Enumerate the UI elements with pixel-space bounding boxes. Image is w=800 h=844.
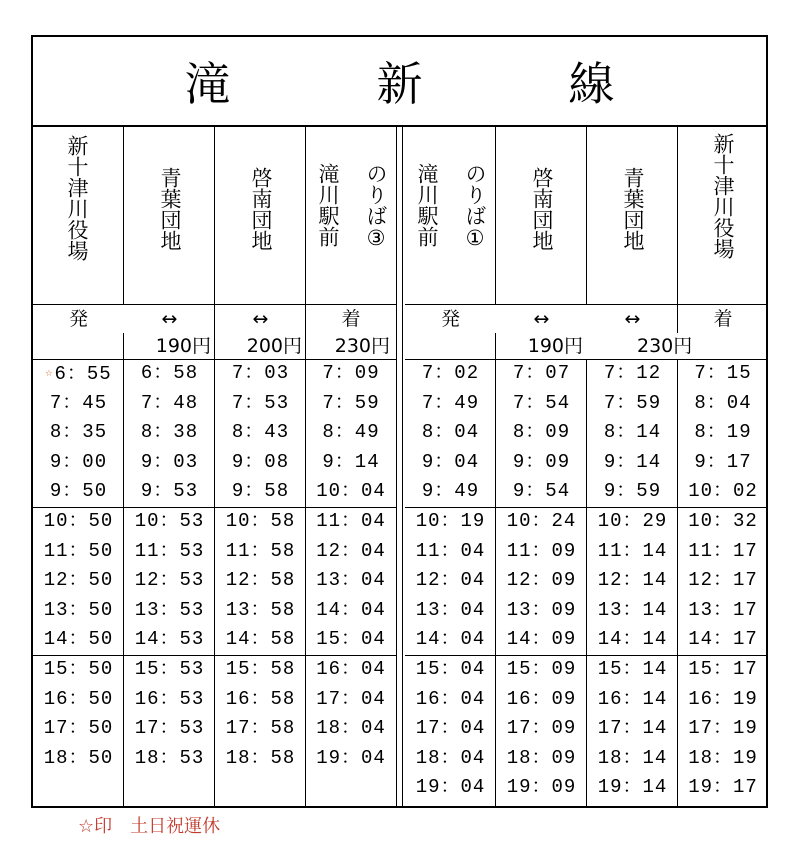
time-cell: 10：50 — [43, 509, 114, 532]
time-cell: 7：59 — [603, 391, 662, 414]
time-cell: 12：17 — [688, 569, 758, 592]
time-cell: 11：50 — [43, 539, 114, 562]
right-col-3 — [587, 127, 678, 808]
time-cell: 14：04 — [316, 598, 386, 621]
time-cell: 14：50 — [43, 628, 114, 651]
time-cell: 18：58 — [225, 746, 296, 769]
time-cell: 11：04 — [316, 509, 386, 532]
time-cell: 11：17 — [688, 539, 758, 562]
time-cell: 17：09 — [506, 717, 577, 740]
time-cell: 15：04 — [316, 628, 386, 651]
time-cell: 13：53 — [134, 598, 205, 621]
left-header-4: 滝川駅前 — [316, 163, 340, 247]
time-cell: 10：04 — [316, 480, 386, 503]
right-header-1: 滝川駅前 — [415, 163, 439, 247]
left-times-4 — [306, 359, 396, 773]
right-col-4 — [678, 127, 768, 808]
time-cell: 9：04 — [421, 450, 480, 473]
time-cell: 11：53 — [134, 539, 205, 562]
right-times-1 — [405, 359, 496, 803]
right-times-3 — [587, 359, 678, 803]
left-fare-2: 200円 — [246, 335, 302, 357]
time-cell: 16：14 — [597, 687, 668, 710]
time-cell: 9：09 — [512, 450, 571, 473]
time-cell: 7：59 — [322, 391, 380, 414]
left-sub-1: 発 — [68, 308, 88, 330]
right-times-4 — [678, 359, 768, 803]
time-cell: 10：19 — [415, 509, 486, 532]
time-cell: 12：04 — [415, 569, 486, 592]
time-cell: 16：04 — [415, 687, 486, 710]
time-cell: 9：58 — [231, 480, 290, 503]
footnote: ☆印 土日祝運休 — [78, 816, 221, 837]
time-cell: 7：15 — [694, 362, 752, 384]
time-cell: 19：14 — [597, 776, 668, 799]
timetable-frame — [31, 35, 768, 808]
right-col-2 — [496, 127, 587, 808]
time-cell: 12：04 — [316, 539, 386, 562]
time-cell: 17：04 — [316, 687, 386, 710]
time-cell: 15：04 — [415, 657, 486, 680]
right-times-2 — [496, 359, 587, 803]
left-fare-3: 230円 — [334, 335, 390, 357]
time-cell: 8：35 — [49, 421, 108, 444]
time-cell: 18：09 — [506, 746, 577, 769]
time-cell: 8：38 — [140, 421, 199, 444]
right-table — [405, 127, 768, 808]
time-cell: 10：24 — [506, 509, 577, 532]
time-cell: 12：53 — [134, 569, 205, 592]
time-cell: 17：19 — [688, 717, 758, 740]
right-col-1 — [405, 127, 496, 808]
time-cell: 17：50 — [43, 717, 114, 740]
time-cell: 8：04 — [421, 421, 480, 444]
time-cell: 17：53 — [134, 717, 205, 740]
time-cell: 8：43 — [231, 421, 290, 444]
time-cell: 15：53 — [134, 657, 205, 680]
time-cell: 14：58 — [225, 628, 296, 651]
left-header-3: 啓南団地 — [249, 167, 273, 251]
time-cell: 17：14 — [597, 717, 668, 740]
time-cell: 12：50 — [43, 569, 114, 592]
time-cell: 9：08 — [231, 450, 290, 473]
time-cell: 12：14 — [597, 569, 668, 592]
time-cell: 14：09 — [506, 628, 577, 651]
time-cell: 11：09 — [506, 539, 577, 562]
time-cell: 19：04 — [316, 746, 386, 769]
time-cell: 18：04 — [316, 717, 386, 740]
time-cell: 16：09 — [506, 687, 577, 710]
right-platform: のりば① — [463, 163, 487, 250]
right-header-4: 新十津川役場 — [711, 133, 735, 259]
time-cell: 16：53 — [134, 687, 205, 710]
time-cell: 8：49 — [322, 421, 380, 444]
right-sub-3: ↔ — [624, 308, 641, 330]
time-cell: 16：04 — [316, 657, 386, 680]
time-cell: 9：50 — [49, 480, 108, 503]
time-cell: 13：14 — [597, 598, 668, 621]
right-sub-1: 発 — [440, 308, 460, 330]
time-cell: 15：09 — [506, 657, 577, 680]
left-col-1 — [33, 127, 124, 808]
time-cell: 13：17 — [688, 598, 758, 621]
time-cell: 15：17 — [688, 657, 758, 680]
time-cell: 18：04 — [415, 746, 486, 769]
time-cell: 7：03 — [231, 362, 290, 384]
time-cell: 13：04 — [316, 569, 386, 592]
time-cell: 13：58 — [225, 598, 296, 621]
left-times-3 — [215, 359, 306, 773]
time-cell: 11：04 — [415, 539, 486, 562]
time-cell: 8：19 — [694, 421, 752, 444]
time-cell: 8：14 — [603, 421, 662, 444]
time-cell: 12：58 — [225, 569, 296, 592]
time-cell: 7：12 — [603, 362, 662, 384]
time-cell: 12：09 — [506, 569, 577, 592]
time-cell: 10：02 — [688, 480, 758, 503]
time-cell: 9：59 — [603, 480, 662, 503]
time-cell: 9：14 — [322, 450, 380, 473]
time-cell: 10：29 — [597, 509, 668, 532]
time-cell: ☆6：55 — [45, 362, 112, 385]
left-sub-4: 着 — [341, 308, 361, 330]
time-cell: 9：14 — [603, 450, 662, 473]
time-cell: 9：54 — [512, 480, 571, 503]
left-col-4 — [306, 127, 396, 808]
time-cell: 13：09 — [506, 598, 577, 621]
time-cell: 7：09 — [322, 362, 380, 384]
time-cell: 16：50 — [43, 687, 114, 710]
right-fare-2: 230円 — [637, 335, 693, 357]
time-cell: 13：50 — [43, 598, 114, 621]
left-times-1 — [33, 359, 124, 773]
time-cell: 7：02 — [421, 362, 480, 384]
time-cell: 10：32 — [688, 509, 758, 532]
time-cell: 15：14 — [597, 657, 668, 680]
star-icon: ☆ — [45, 366, 54, 380]
time-cell: 6：58 — [140, 362, 199, 384]
right-sub-4: 着 — [713, 308, 733, 330]
left-sub-3: ↔ — [252, 308, 269, 330]
right-sub-2: ↔ — [533, 308, 550, 330]
time-cell: 11：14 — [597, 539, 668, 562]
time-cell: 14：04 — [415, 628, 486, 651]
time-cell: 18：19 — [688, 746, 758, 769]
page-title: 滝 新 線 — [33, 37, 766, 127]
time-cell: 18：50 — [43, 746, 114, 769]
time-cell: 7：45 — [49, 391, 108, 414]
time-cell: 11：58 — [225, 539, 296, 562]
left-header-2: 青葉団地 — [158, 167, 182, 251]
time-cell: 19：17 — [688, 776, 758, 799]
time-cell: 17：04 — [415, 717, 486, 740]
left-platform: のりば③ — [364, 163, 388, 250]
time-cell: 7：54 — [512, 391, 571, 414]
right-fare-1: 190円 — [527, 335, 583, 357]
time-cell: 7：48 — [140, 391, 199, 414]
left-fare-1: 190円 — [155, 335, 211, 357]
left-col-3 — [215, 127, 306, 808]
time-cell: 13：04 — [415, 598, 486, 621]
time-cell: 10：58 — [225, 509, 296, 532]
left-sub-2: ↔ — [161, 308, 178, 330]
time-cell: 19：09 — [506, 776, 577, 799]
right-header-3: 青葉団地 — [621, 167, 645, 251]
time-cell: 18：14 — [597, 746, 668, 769]
time-cell: 16：58 — [225, 687, 296, 710]
time-cell: 18：53 — [134, 746, 205, 769]
time-cell: 15：58 — [225, 657, 296, 680]
right-header-2: 啓南団地 — [530, 167, 554, 251]
time-cell: 19：04 — [415, 776, 486, 799]
time-cell: 10：53 — [134, 509, 205, 532]
time-cell: 9：00 — [49, 450, 108, 473]
time-cell: 7：53 — [231, 391, 290, 414]
left-times-2 — [124, 359, 215, 773]
time-cell: 17：58 — [225, 717, 296, 740]
time-cell: 9：17 — [694, 450, 752, 473]
left-table — [33, 127, 396, 808]
time-cell: 9：03 — [140, 450, 199, 473]
time-cell: 7：49 — [421, 391, 480, 414]
time-cell: 14：17 — [688, 628, 758, 651]
time-cell: 16：19 — [688, 687, 758, 710]
left-header-1: 新十津川役場 — [65, 135, 89, 261]
time-cell: 9：53 — [140, 480, 199, 503]
left-col-2 — [124, 127, 215, 808]
time-cell: 7：07 — [512, 362, 571, 384]
time-cell: 8：04 — [694, 391, 752, 414]
time-cell: 14：14 — [597, 628, 668, 651]
time-cell: 8：09 — [512, 421, 571, 444]
time-cell: 9：49 — [421, 480, 480, 503]
time-cell: 15：50 — [43, 657, 114, 680]
time-cell: 14：53 — [134, 628, 205, 651]
